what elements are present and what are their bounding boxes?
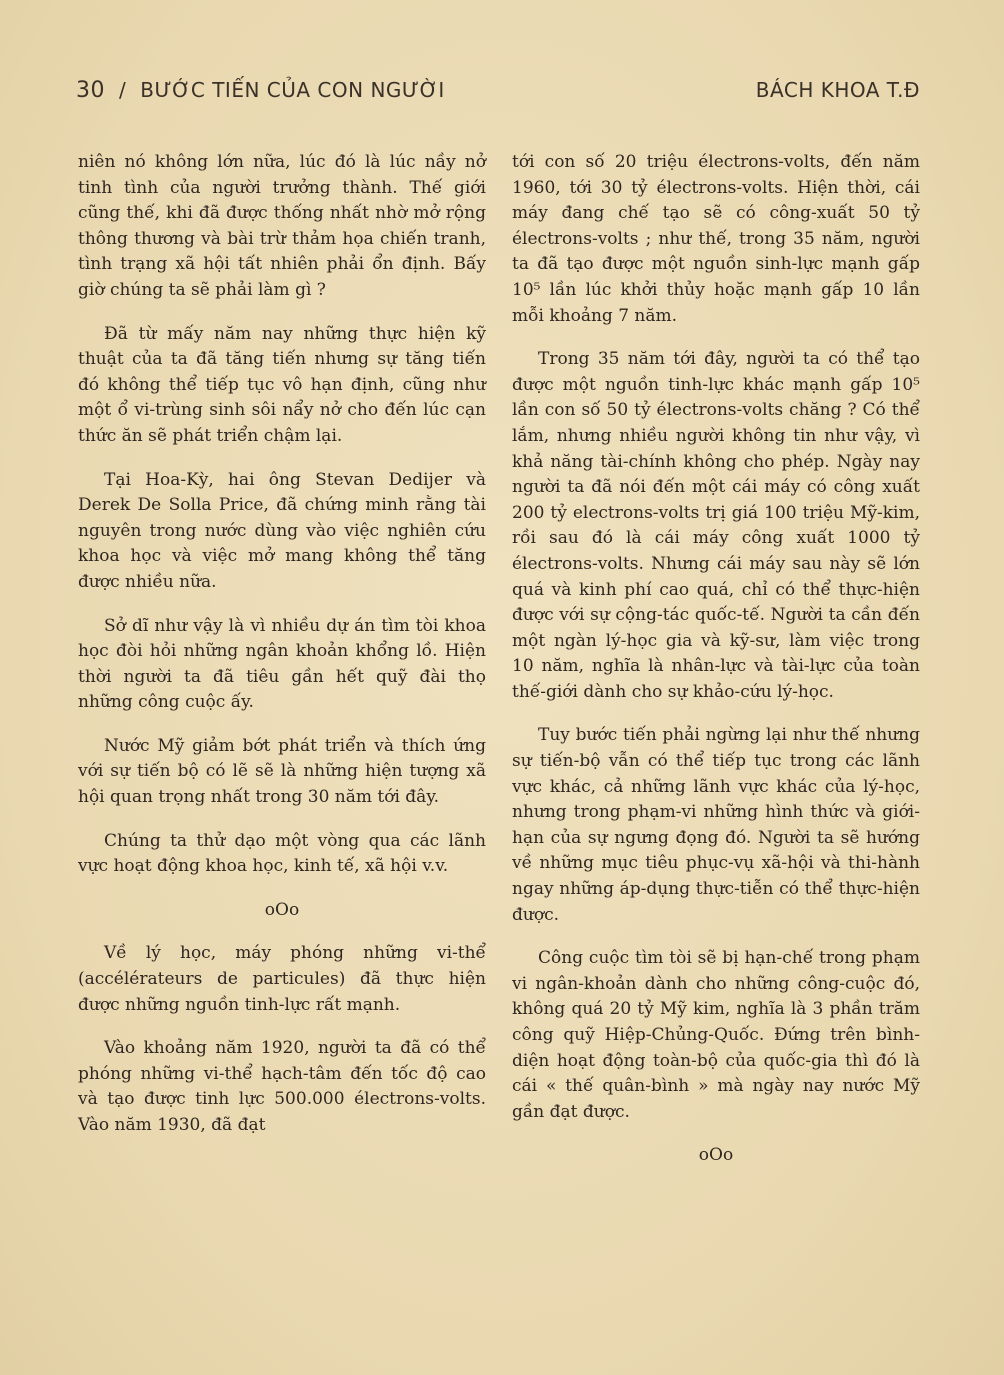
page-header <box>76 78 920 114</box>
paragraph: Nước Mỹ giảm bớt phát triển và thích ứng với sự tiến bộ có lẽ sẽ là những hiện tượng xã hội quan trọng nhất trong 30 năm tới đây. <box>78 735 486 808</box>
paragraph: Tuy bước tiến phải ngừng lại như thế nhưng sự tiến-bộ vẫn có thể tiếp tục trong các lãnh vực khác, cả những lãnh vực khác của lý-học, nhưng trong phạm-vi những hình thức và giới-hạn của sự ngưng đọng đó. Người ta sẽ hướng về những mục tiêu phục-vụ xã-hội và thi-hành ngay những áp-dụng thực-tiễn có thể thực-hiện được. <box>512 725 920 925</box>
header-left <box>76 78 445 103</box>
paragraph: tới con số 20 triệu électrons-volts, đến năm 1960, tới 30 tỷ électrons-volts. Hiện thời, cái máy đang chế tạo sẽ có công-xuất 50 tỷ électrons-volts ; như thế, trong 35 năm, người ta đã tạo được một nguồn sinh-lực mạnh gấp 10⁵ lần lúc khởi thủy hoặc mạnh gấp 10 lần mỗi khoảng 7 năm. <box>512 152 920 326</box>
paragraph: Sở dĩ như vậy là vì nhiều dự án tìm tòi khoa học đòi hỏi những ngân khoản khổng lồ. Hiện thời người ta đã tiêu gần hết quỹ đài thọ những công cuộc ấy. <box>78 615 486 713</box>
running-title: BƯỚC TIẾN CỦA CON NGƯỜI <box>140 78 445 102</box>
paragraph: Chúng ta thử dạo một vòng qua các lãnh vực hoạt động khoa học, kinh tế, xã hội v.v. <box>78 830 486 877</box>
paragraph: Vào khoảng năm 1920, người ta đã có thể phóng những vi-thể hạch-tâm đến tốc độ cao và tạo được tinh lực 500.000 électrons-volts. Vào năm 1930, đã đạt <box>78 1038 486 1135</box>
paragraph: Công cuộc tìm tòi sẽ bị hạn-chế trong phạm vi ngân-khoản dành cho những công-cuộc đó, không quá 20 tỷ Mỹ kim, nghĩa là 3 phần trăm công quỹ Hiệp-Chủng-Quốc. Đứng trên bình-diện hoạt động toàn-bộ của quốc-gia thì đó là cái « thế quân-bình » mà ngày nay nước Mỹ gần đạt được. <box>512 948 920 1122</box>
paragraph: Trong 35 năm tới đây, người ta có thể tạo được một nguồn tinh-lực khác mạnh gấp 10⁵ lần con số 50 tỷ électrons-volts chăng ? Có thể lắm, nhưng nhiều người không tin như vậy, vì khả năng tài-chính không cho phép. Ngày nay người ta đã nói đến một cái máy có công xuất 200 tỷ electrons-volts trị giá 100 triệu Mỹ-kim, rồi sau đó là cái máy công xuất 1000 tỷ électrons-volts. Nhưng cái máy sau này sẽ lớn quá và kinh phí cao quá, chỉ có thể thực-hiện được với sự cộng-tác quốc-tế. Người ta cần đến một ngàn lý-học gia và kỹ-sư, làm việc trong 10 năm, nghĩa là nhân-lực và tài-lực của toàn thế-giới dành cho sự khảo-cứu lý-học. <box>512 349 920 702</box>
paragraph: Đã từ mấy năm nay những thực hiện kỹ thuật của ta đã tăng tiến nhưng sự tăng tiến đó không thể tiếp tục vô hạn định, cũng như một ổ vi-trùng sinh sôi nẩy nở cho đến lúc cạn thức ăn sẽ phát triển chậm lại. <box>78 323 486 446</box>
paragraph: niên nó không lớn nữa, lúc đó là lúc nầy nở tinh tình của người trưởng thành. Thế giới cũng thế, khi đã được thống nhất nhờ mở rộng thông thương và bài trừ thảm họa chiến tranh, tình trạng xã hội tất nhiên phải ổn định. Bấy giờ chúng ta sẽ phải làm gì ? <box>78 152 486 300</box>
paragraph: Tại Hoa-Kỳ, hai ông Stevan Dedijer và Derek De Solla Price, đã chứng minh rằng tài nguyên trong nước dùng vào việc nghiên cứu khoa học và việc mở mang không thể tăng được nhiều nữa. <box>78 469 486 592</box>
page-number: 30 <box>76 78 105 103</box>
section-divider: oOo <box>698 1145 734 1166</box>
header-separator: / <box>119 78 127 102</box>
right-column <box>512 150 920 1187</box>
left-column <box>78 150 486 1157</box>
publication-name: BÁCH KHOA T.Đ <box>755 78 920 102</box>
section-divider: oOo <box>264 899 300 920</box>
paragraph: Về lý học, máy phóng những vi-thể (accélérateurs de particules) đã thực hiện được những nguồn tinh-lực rất mạnh. <box>78 943 486 1015</box>
